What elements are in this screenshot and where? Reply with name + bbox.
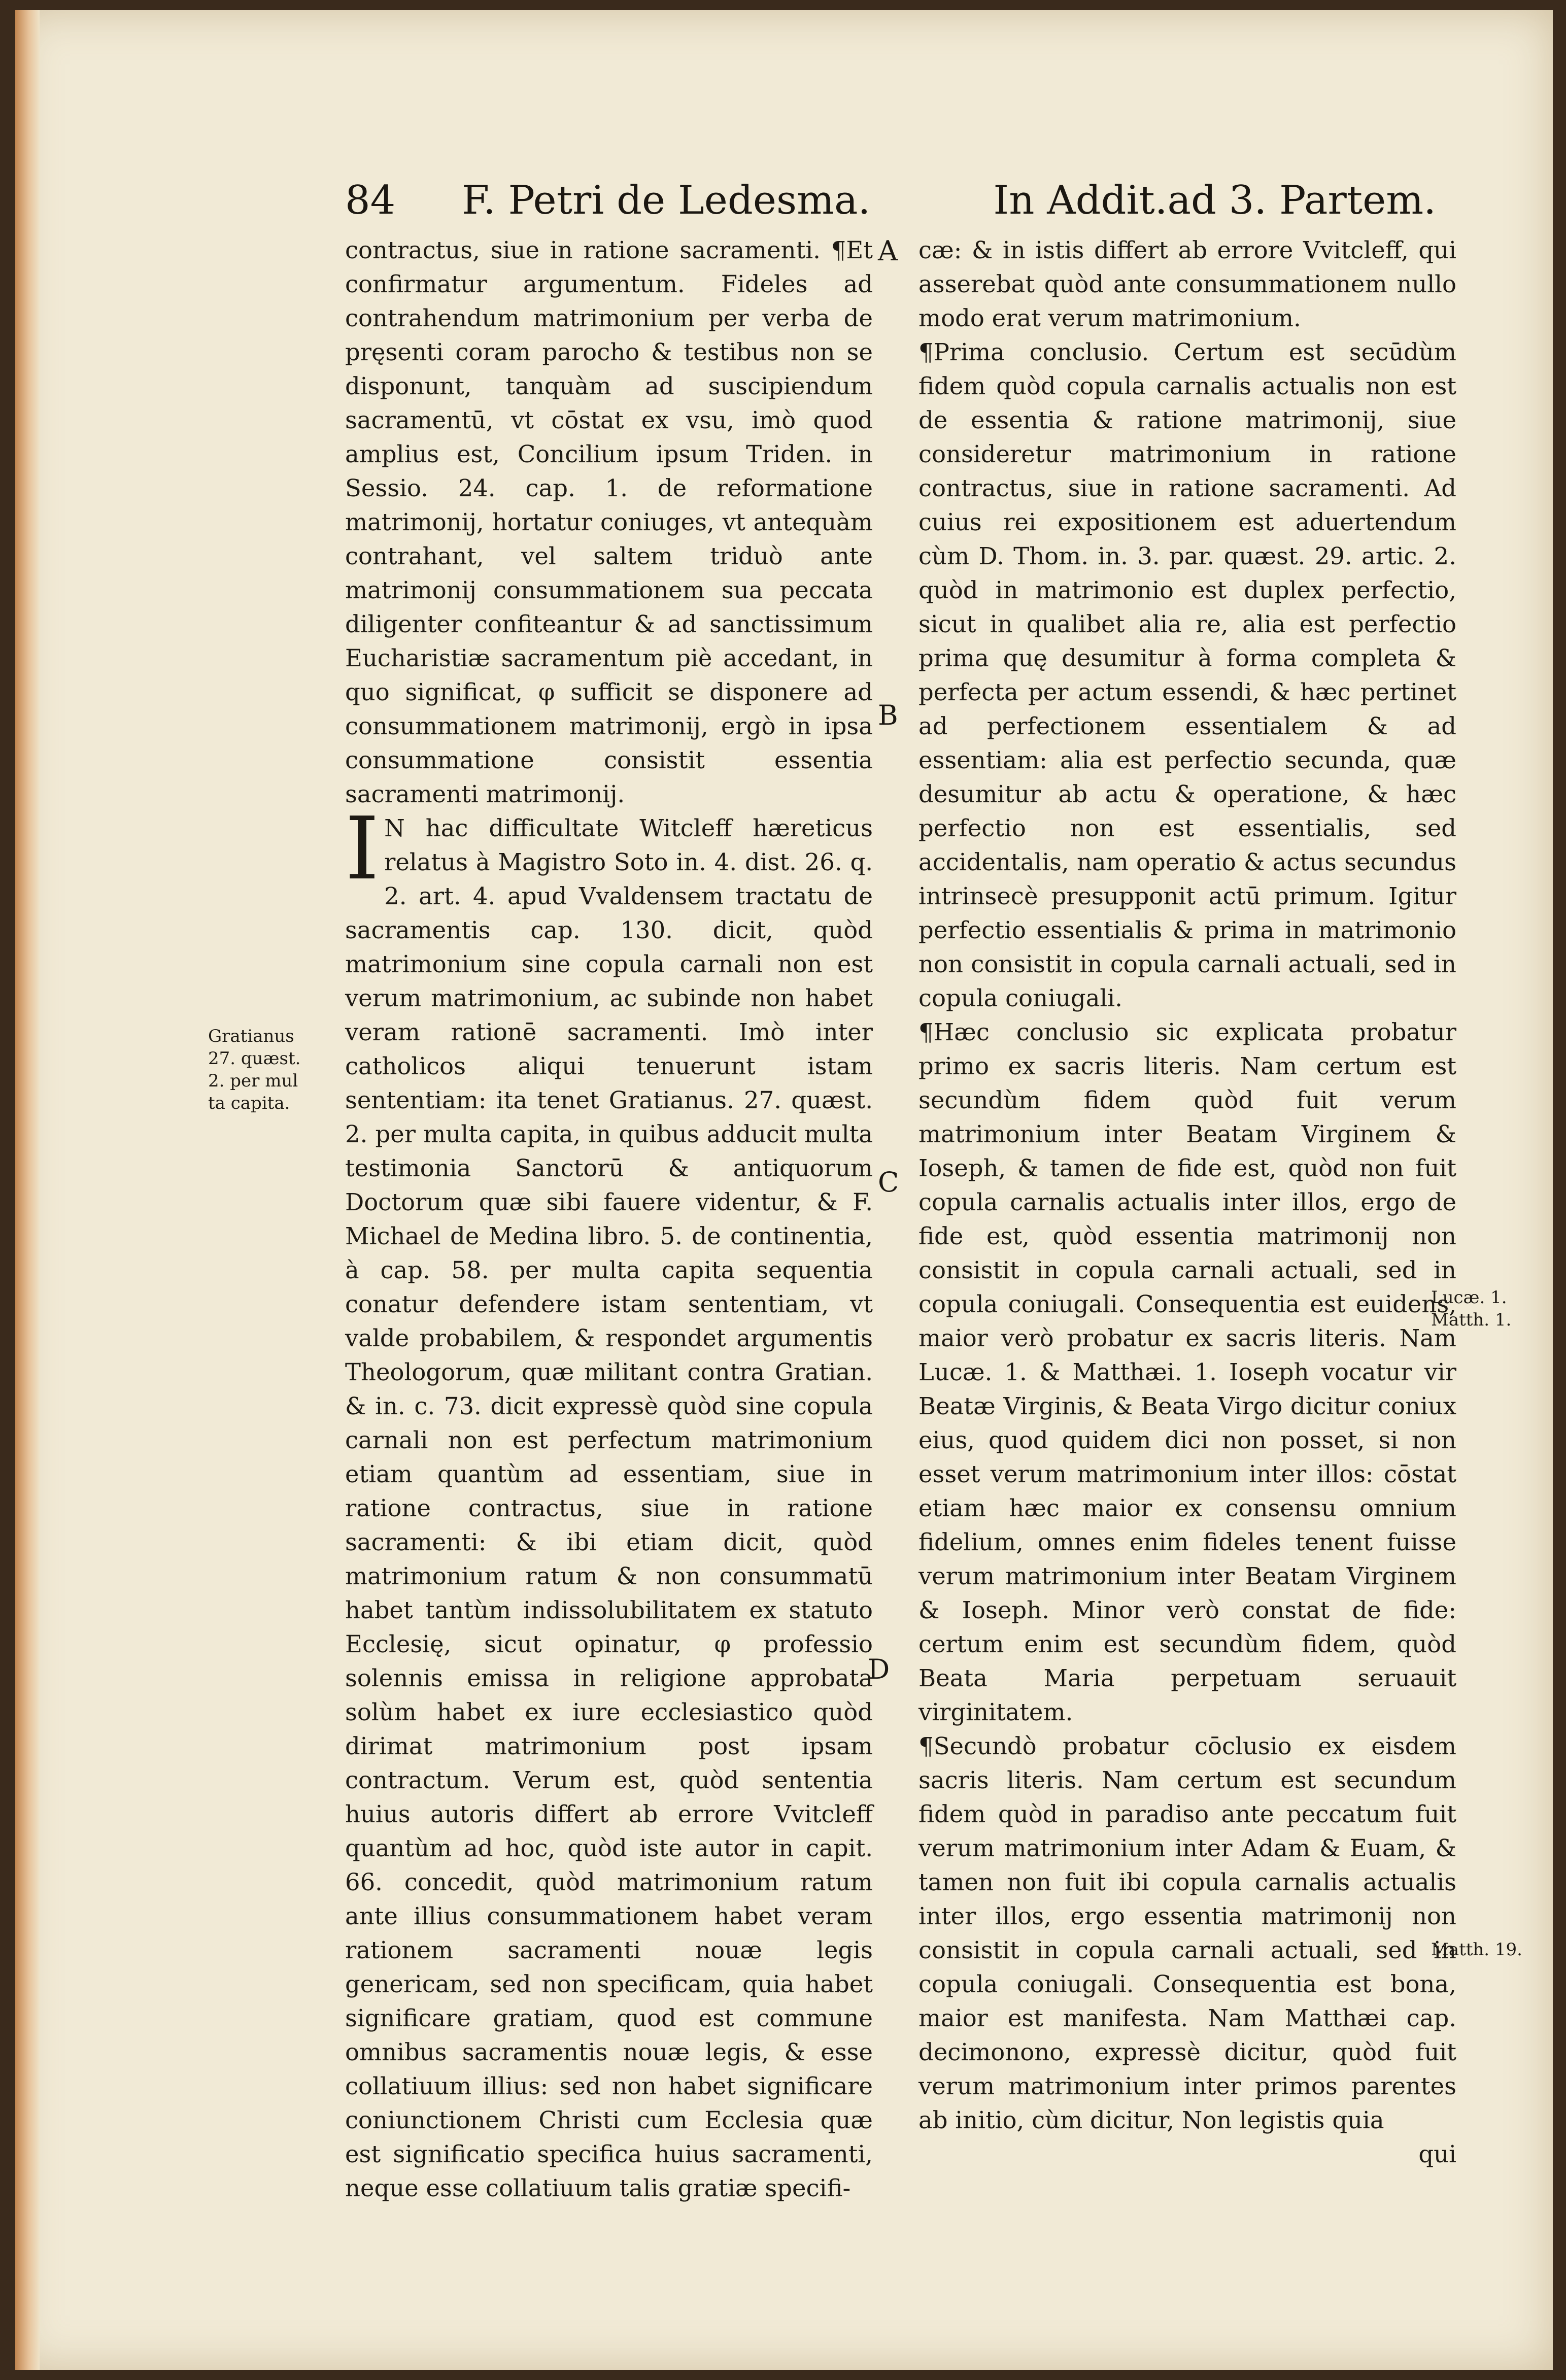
margin-note-lucae: Lucæ. 1. Matth. 1. [1431, 1287, 1512, 1330]
section-marker-a: A [878, 235, 898, 267]
left-column [345, 233, 873, 2205]
right-paragraph: cæ: & in istis differt ab errore Vvitcleff, qui asserebat quòd ante consummationem nullo modo erat verum matrimonium. [918, 236, 1456, 332]
right-paragraph: ¶Prima conclusio. Certum est secūdùm fidem quòd copula carnalis actualis non est de essentia & ratione matrimonij, siue consideretur matrimonium in ratione contractus, siue in ratione sacramenti. Ad cuius rei expositionem est aduertendum cùm D. Thom. in. 3. par. quæst. 29. artic. 2. quòd in matrimonio est duplex perfectio, sicut in qualibet alia re, alia est perfectio prima quę desumitur à forma completa & perfecta per actum essendi, & hæc pertinet ad perfectionem essentialem & ad essentiam: alia est perfectio secunda, quæ desumitur ab actu & operatione, & hæc perfectio non est essentialis, sed accidentalis, nam operatio & actus secundus intrinsecè presupponit actū primum. Igitur perfectio essentialis & prima in matrimonio non consistit in copula carnali actuali, sed in copula coniugali. [918, 338, 1456, 1012]
left-paragraph: contractus, siue in ratione sacramenti. ¶Et confirmatur argumentum. Fideles ad contrahendum matrimonium per verba de pręsenti coram parocho & testibus non se disponunt, tanquàm ad suscipiendum sacramentū, vt cōstat ex vsu, imò quod amplius est, Concilium ipsum Triden. in Sessio. 24. cap. 1. de reformatione matrimonij, hortatur coniuges, vt antequàm contrahant, vel saltem triduò ante matrimonij consummationem sua peccata diligenter confiteantur & ad sanctissimum Eucharistiæ sacramentum piè accedant, in quo significat, φ sufficit se disponere ad consummationem matrimonij, ergò in ipsa consummatione consistit essentia sacramenti matrimonij. [345, 236, 873, 808]
left-paragraph-dropcap: IN hac difficultate Witcleff hæreticus relatus à Magistro Soto in. 4. dist. 26. q. 2. art. 4. apud Vvaldensem tractatu de sacramentis cap. 130. dicit, quòd matrimonium sine copula carnali non est verum matrimonium, ac subinde non habet veram rationē sacramenti. Imò inter catholicos aliqui tenuerunt istam sententiam: ita tenet Gratianus. 27. quæst. 2. per multa capita, in quibus adducit multa testimonia Sanctorū & antiquorum Doctorum quæ sibi fauere videntur, & F. Michael de Medina libro. 5. de continentia, à cap. 58. per multa capita sequentia conatur defendere istam sententiam, vt valde probabilem, & respondet argumentis Theologorum, quæ militant contra Gratian. & in. c. 73. dicit expressè quòd sine copula carnali non est perfectum matrimonium etiam quantùm ad essentiam, siue in ratione contractus, siue in ratione sacramenti: & ibi etiam dicit, quòd matrimonium ratum & non consummatū habet tantùm indissolubilitatem ex statuto Ecclesię, sicut opinatur, φ professio solennis emissa in religione approbata solùm habet ex iure ecclesiastico quòd dirimat matrimonium post ipsam contractum. Verum est, quòd sententia huius autoris differt ab errore Vvitcleff quantùm ad hoc, quòd iste autor in capit. 66. concedit, quòd matrimonium ratum ante illius consummationem habet veram rationem sacramenti nouæ legis genericam, sed non specificam, quia habet significare gratiam, quod est commune omnibus sacramentis nouæ legis, & esse collatiuum illius: sed non habet significare coniunctionem Christi cum Ecclesia quæ est significatio specifica huius sacramenti, neque esse collatiuum talis gratiæ specifi- [345, 799, 873, 2202]
section-marker-c: C [878, 1166, 899, 1198]
right-paragraph: ¶Secundò probatur cōclusio ex eisdem sacris literis. Nam certum est secundum fidem quòd in paradiso ante peccatum fuit verum matrimonium inter Adam & Euam, & tamen non fuit ibi copula carnalis actualis inter illos, ergo essentia matrimonij non consistit in copula carnali actuali, sed in copula coniugali. Consequentia est bona, maior est manifesta. Nam Matthæi cap. decimonono, expressè dicitur, quòd fuit verum matrimonium inter primos parentes ab initio, cùm dicitur, Non legistis quia [918, 1732, 1456, 2134]
running-header [345, 173, 1436, 228]
section-marker-d: D [868, 1653, 890, 1685]
right-paragraph: ¶Hæc conclusio sic explicata probatur primo ex sacris literis. Nam certum est secundùm fidem quòd fuit verum matrimonium inter Beatam Virginem & Ioseph, & tamen de fide est, quòd non fuit copula carnalis actualis inter illos, ergo de fide est, quòd essentia matrimonij non consistit in copula carnali actuali, sed in copula coniugali. Consequentia est euidens, maior verò probatur ex sacris literis. Nam Lucæ. 1. & Matthæi. 1. Ioseph vocatur vir Beatæ Virginis, & Beata Virgo dicitur coniux eius, quod quidem dici non posset, si non esset verum matrimonium inter illos: cōstat etiam hæc maior ex consensu omnium fidelium, omnes enim fideles tenent fuisse verum matrimonium inter Beatam Virginem & Ioseph. Minor verò constat de fide: certum enim est secundùm fidem, quòd Beata Maria perpetuam seruauit virginitatem. [918, 1018, 1456, 1726]
right-column [918, 233, 1456, 2171]
page-edge [15, 10, 40, 2370]
catchword: qui [1418, 2140, 1456, 2168]
page-number: 84 [345, 178, 396, 223]
margin-note-gratianus: Gratianus 27. quæst. 2. per mul ta capita. [208, 1026, 301, 1113]
running-title-left: F. Petri de Ledesma. [462, 178, 871, 223]
margin-note-matth19: Matth. 19. [1431, 1940, 1522, 1960]
running-title-right: In Addit.ad 3. Partem. [993, 178, 1436, 223]
section-marker-b: B [878, 699, 898, 731]
book-page [15, 10, 1553, 2370]
